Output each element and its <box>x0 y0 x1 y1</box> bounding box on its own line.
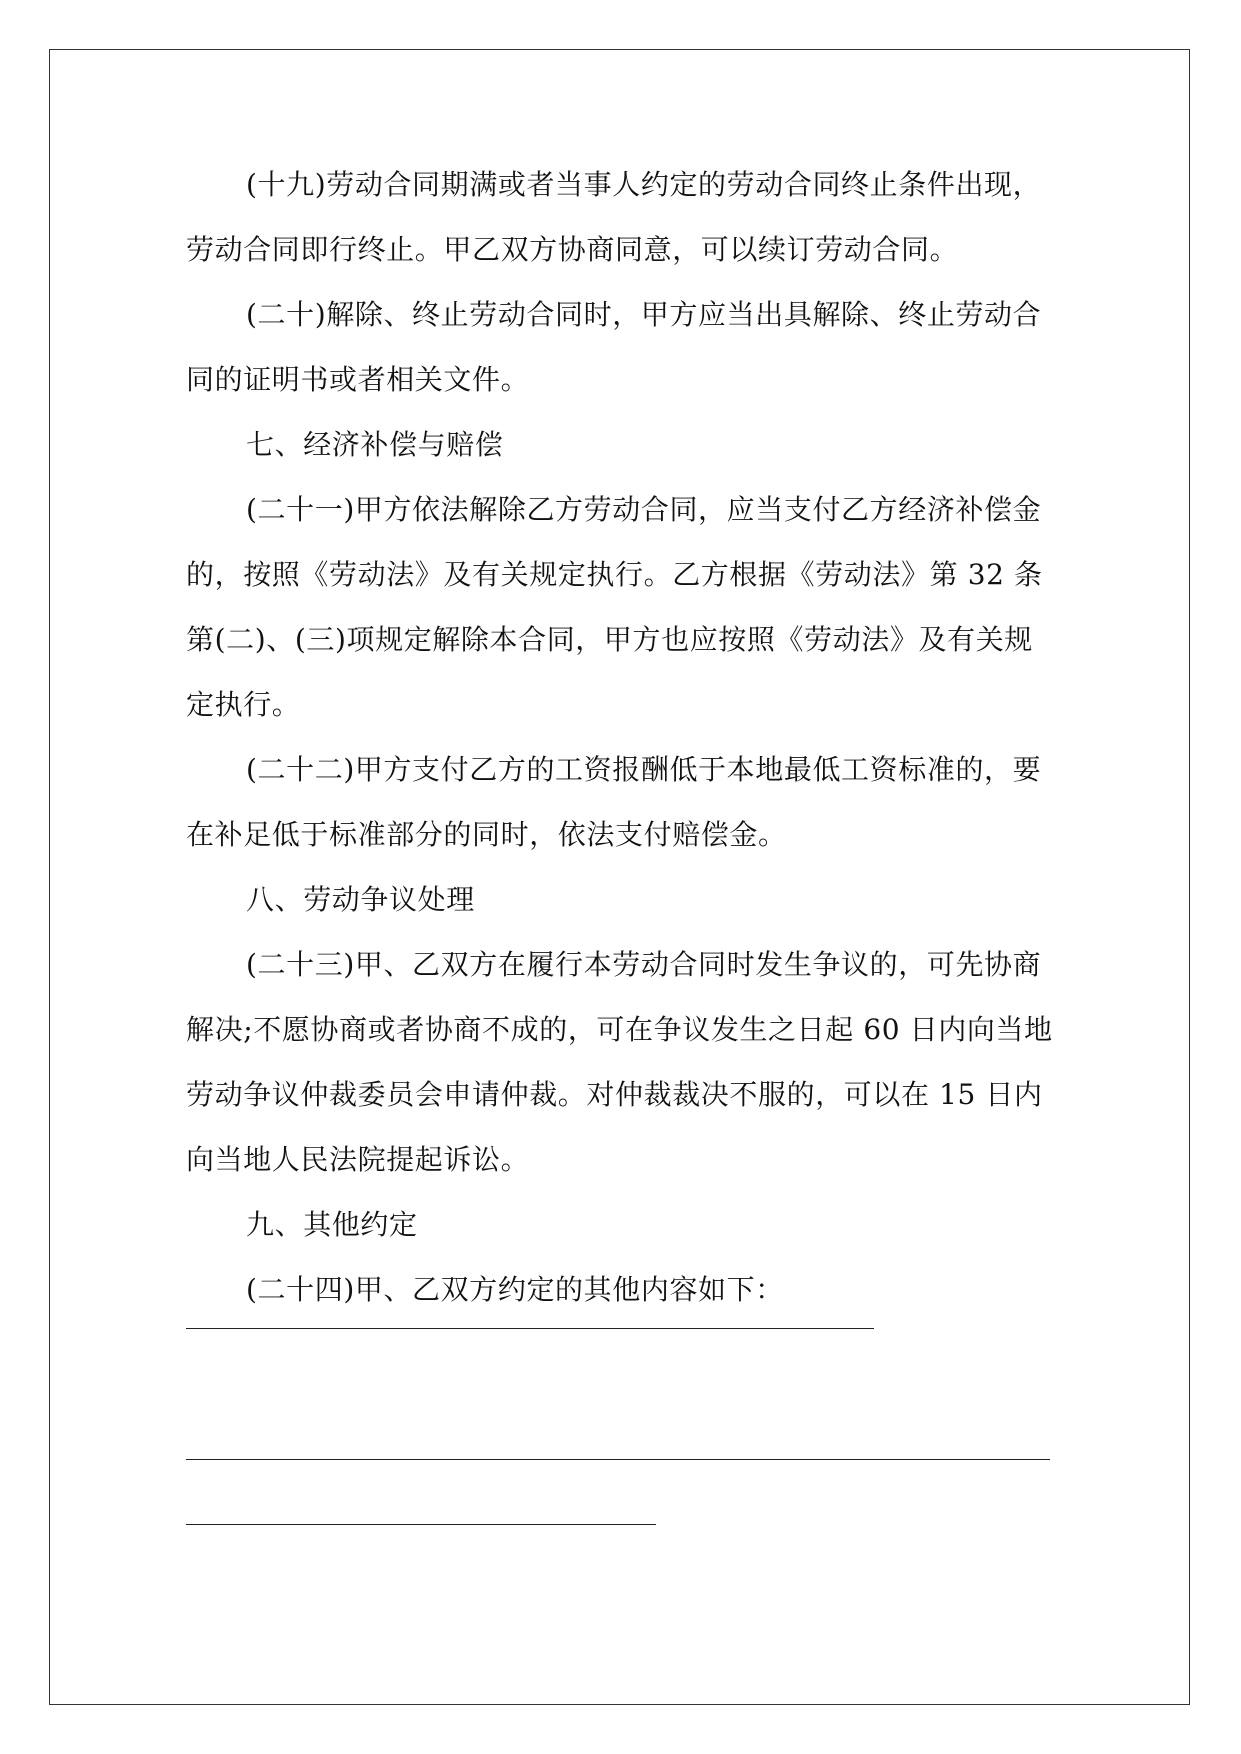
clause-21-line-2: 的，按照《劳动法》及有关规定执行。乙方根据《劳动法》第 32 条 <box>186 558 1043 591</box>
clause-23-line-2: 解决;不愿协商或者协商不成的，可在争议发生之日起 60 日内向当地 <box>186 1013 1053 1046</box>
clause-21-line-4: 定执行。 <box>186 688 301 721</box>
clause-20-line-2: 同的证明书或者相关文件。 <box>186 363 530 396</box>
clause-23-line-1: (二十三)甲、乙双方在履行本劳动合同时发生争议的，可先协商 <box>246 948 1042 981</box>
clause-21-line-3: 第(二)、(三)项规定解除本合同，甲方也应按照《劳动法》及有关规 <box>186 623 1033 656</box>
clause-23-line-3: 劳动争议仲裁委员会申请仲裁。对仲裁裁决不服的，可以在 15 日内 <box>186 1078 1043 1111</box>
section-9-heading: 九、其他约定 <box>246 1208 418 1241</box>
document-body <box>186 152 1056 1525</box>
section-8-heading: 八、劳动争议处理 <box>246 883 475 916</box>
clause-22-line-2: 在补足低于标准部分的同时，依法支付赔偿金。 <box>186 818 787 851</box>
clause-19-line-1: (十九)劳动合同期满或者当事人约定的劳动合同终止条件出现， <box>246 168 1042 201</box>
clause-22-line-1: (二十二)甲方支付乙方的工资报酬低于本地最低工资标准的，要 <box>246 753 1042 786</box>
clause-19-line-2: 劳动合同即行终止。甲乙双方协商同意，可以续订劳动合同。 <box>186 233 959 266</box>
section-7-heading: 七、经济补偿与赔偿 <box>246 428 504 461</box>
fill-in-blank-line-3 <box>186 1524 656 1525</box>
clause-23-line-4: 向当地人民法院提起诉讼。 <box>186 1143 530 1176</box>
clause-21-line-1: (二十一)甲方依法解除乙方劳动合同，应当支付乙方经济补偿金 <box>246 493 1042 526</box>
fill-in-blank-line-2 <box>186 1459 1050 1460</box>
fill-in-blank-line-1 <box>186 1328 874 1329</box>
clause-24-line-1: (二十四)甲、乙双方约定的其他内容如下： <box>246 1273 784 1306</box>
clause-20-line-1: (二十)解除、终止劳动合同时，甲方应当出具解除、终止劳动合 <box>246 298 1042 331</box>
